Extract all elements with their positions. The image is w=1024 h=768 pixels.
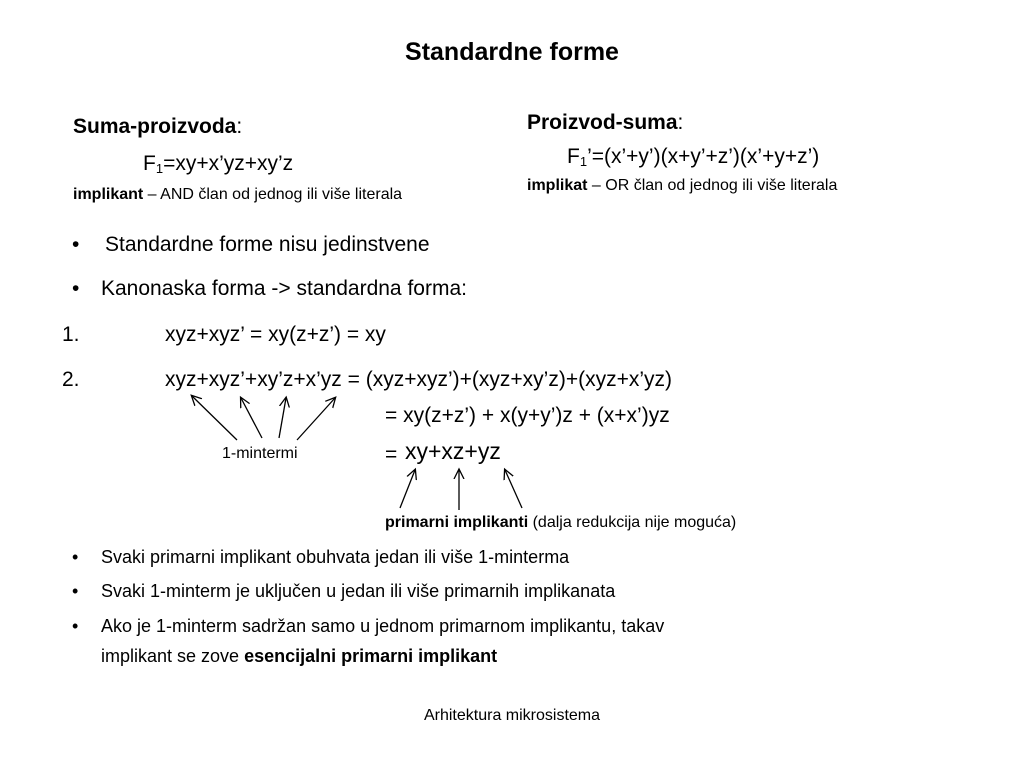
bullet-canonical: Kanonaska forma -> standardna forma: [101,277,467,300]
right-formula-pre: F [567,145,580,168]
right-formula [567,145,819,169]
right-def-rest: – OR član od jednog ili više literala [587,177,838,194]
bullet-marker: • [72,581,79,601]
slide-title: Standardne forme [405,38,619,66]
footer: Arhitektura mikrosistema [423,707,601,724]
example2-step2: = xy(z+z’) + x(y+y’)z + (x+x’)yz [385,404,670,427]
right-formula-sub: 1 [579,154,588,169]
left-formula-post: =xy+x’yz+xy’z [163,152,294,175]
minterm-label: 1-mintermi [222,445,298,462]
left-def-rest: – AND član od jednog ili više literala [143,186,403,203]
bullet-marker: • [72,233,80,256]
arrow-primary-3 [505,470,522,508]
primary-label-rest: (dalja redukcija nije moguća) [528,514,737,531]
right-def-bold: implikat [527,177,588,194]
primary-implicants-label [385,514,736,532]
bullet-marker: • [72,616,79,636]
right-heading [527,111,683,135]
right-formula-post: ’=(x’+y’)(x+y’+z’)(x’+y+z’) [587,145,820,168]
left-definition [73,186,402,204]
right-heading-bold: Proizvod-suma [527,111,678,134]
example2-step3-eq: = [385,443,398,466]
essential-pre: implikant se zove [101,646,245,666]
right-definition [527,177,837,195]
arrow-primary-1 [400,470,415,508]
bullet-marker: • [72,547,79,567]
primary-label-bold: primarni implikanti [385,514,529,531]
example2-number: 2. [62,368,80,391]
left-def-bold: implikant [73,186,144,203]
bullet-marker: • [72,277,80,300]
arrow-minterm-2 [241,398,262,438]
example2-expression: xyz+xyz’+xy’z+x’yz = (xyz+xyz’)+(xyz+xy’z)+(xyz+x’yz) [165,368,672,391]
bullet-essential-line2 [101,646,497,667]
bullet-covers: Svaki primarni implikant obuhvata jedan ili više 1-minterma [101,547,570,567]
arrow-minterm-3 [279,398,286,438]
right-heading-colon: : [677,111,684,134]
example2-step3-expr: xy+xz+yz [405,438,501,464]
example1-number: 1. [62,323,80,346]
left-heading-bold: Suma-proizvoda [73,115,237,138]
arrow-minterm-1 [192,396,237,440]
bullet-not-unique: Standardne forme nisu jedinstvene [105,233,430,256]
essential-bold: esencijalni primarni implikant [244,646,498,666]
left-formula [143,152,293,176]
left-heading [73,115,242,139]
example1-expression: xyz+xyz’ = xy(z+z’) = xy [165,323,386,346]
bullet-included: Svaki 1-minterm je uključen u jedan ili više primarnih implikanata [101,581,616,601]
bullet-essential-line1: Ako je 1-minterm sadržan samo u jednom primarnom implikantu, takav [101,616,665,636]
left-formula-pre: F [143,152,156,175]
arrow-minterm-4 [297,398,335,440]
left-heading-colon: : [236,115,243,138]
left-formula-sub: 1 [155,161,164,176]
